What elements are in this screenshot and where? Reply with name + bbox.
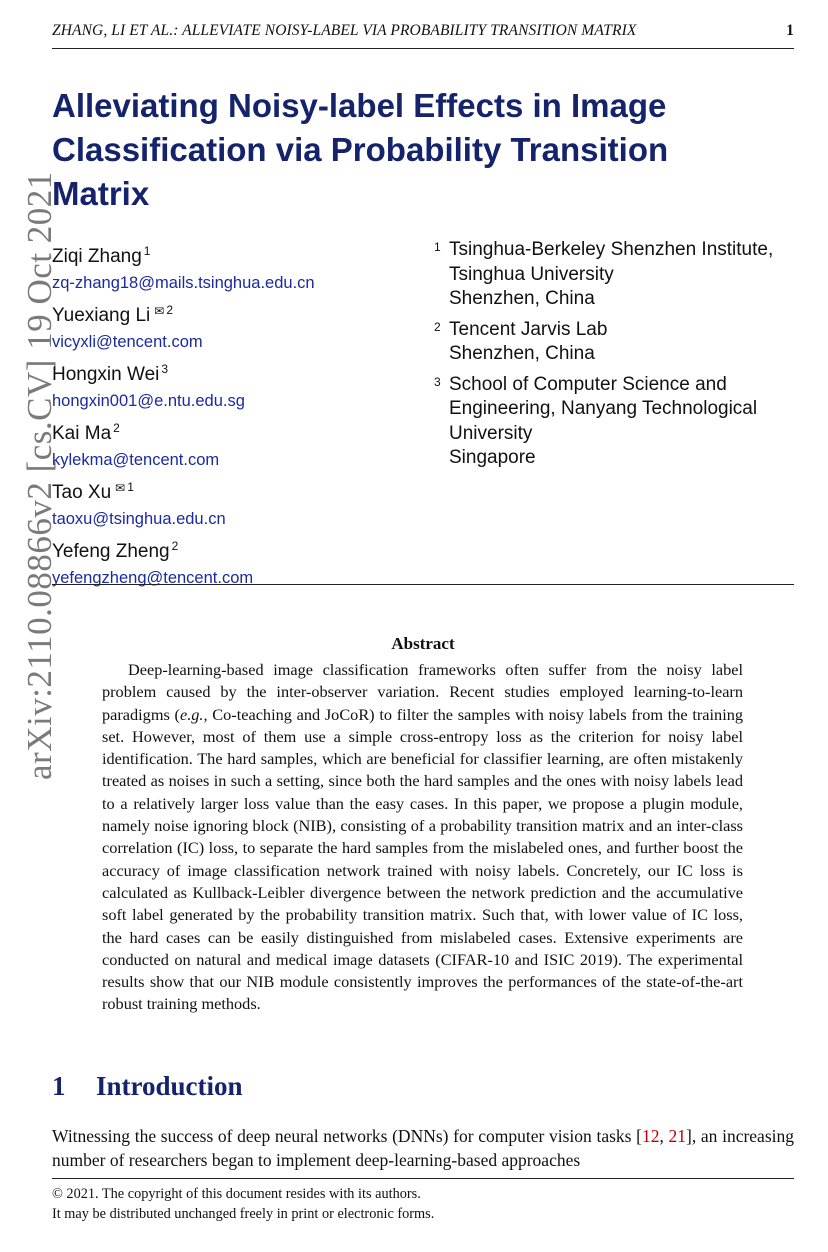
author-name: Yefeng Zheng bbox=[52, 541, 170, 562]
envelope-icon: ✉ bbox=[115, 481, 126, 495]
author bbox=[52, 474, 412, 533]
author bbox=[52, 238, 412, 297]
page-number: 1 bbox=[786, 22, 794, 39]
abstract-text-part: Co-teaching and JoCoR) to filter the samples with noisy labels from the training set. However, most of them use a simple cross-entropy loss as the criterion for noisy label identification. The hard samples, which are beneficial for classifier learning, are often mistakenly treated as noises in such a setting, since both the hard samples and the ones with noisy labels lead to a relatively larger loss value than the easy cases. In this paper, we propose a plugin module, namely noise ignoring block (NIB), consisting of a probability transition matrix and an inter-class correlation (IC) loss, to separate the hard samples from the mislabeled ones, and further boost the accuracy of image classification network trained with noisy labels. Concretely, our IC loss is calculated as Kullback-Leibler divergence between the network prediction and the accumulative soft label generated by the probability transition matrix. Such that, with lower value of IC loss, the hard cases can be easily distinguished from mislabeled cases. Extensive experiments are conducted on natural and medical image datasets (CIFAR-10 and ISIC 2019). The experimental results show that our NIB module consistently improves the performances of the state-of-the-art robust training methods. bbox=[102, 704, 744, 1014]
author bbox=[52, 356, 412, 415]
citation-separator: , bbox=[659, 1126, 669, 1146]
author-email[interactable]: kylekma@tencent.com bbox=[52, 451, 220, 469]
affiliation bbox=[434, 238, 814, 312]
affiliation-line: Tencent Jarvis Lab bbox=[449, 318, 608, 340]
author-email[interactable]: yefengzheng@tencent.com bbox=[52, 569, 254, 587]
author-affil-mark: 2 bbox=[113, 421, 120, 435]
author-affil-mark: 1 bbox=[127, 480, 134, 494]
author-email[interactable]: taoxu@tsinghua.edu.cn bbox=[52, 510, 226, 528]
author-affil-mark: 1 bbox=[143, 244, 151, 258]
citation-link[interactable]: 12 bbox=[641, 1126, 660, 1146]
affiliation-line: Tsinghua University bbox=[449, 263, 614, 285]
title-line: Matrix bbox=[52, 175, 150, 212]
footer-rule bbox=[52, 1178, 794, 1179]
footer-line: © 2021. The copyright of this document resides with its authors. bbox=[52, 1186, 421, 1202]
affiliation-line: Engineering, Nanyang Technological bbox=[449, 398, 758, 419]
intro-text: Witnessing the success of deep neural networks (DNNs) for computer vision tasks [ bbox=[52, 1126, 642, 1146]
author-list bbox=[52, 238, 412, 592]
footer-line: It may be distributed unchanged freely in print or electronic forms. bbox=[52, 1206, 435, 1222]
section-number: 1 bbox=[52, 1071, 66, 1101]
abstract-heading: Abstract bbox=[391, 634, 455, 653]
title-line: Classification via Probability Transition bbox=[52, 131, 669, 168]
affiliation-line: University bbox=[449, 422, 533, 444]
citation-link[interactable]: 21 bbox=[668, 1126, 687, 1146]
affiliation-list bbox=[434, 238, 814, 477]
affiliation-mark: 3 bbox=[434, 374, 441, 389]
author-email[interactable]: vicyxli@tencent.com bbox=[52, 333, 203, 351]
author-name: Tao Xu bbox=[52, 482, 112, 503]
author-name: Kai Ma bbox=[52, 423, 112, 444]
affiliation-line: Shenzhen, China bbox=[449, 343, 595, 364]
author-email[interactable]: zq-zhang18@mails.tsinghua.edu.cn bbox=[52, 274, 315, 292]
header-rule bbox=[52, 48, 794, 49]
affiliation-mark: 1 bbox=[434, 240, 441, 254]
affiliation-line: Shenzhen, China bbox=[449, 288, 595, 309]
affiliation-line: School of Computer Science and bbox=[449, 373, 727, 395]
arxiv-stamp: arXiv:2110.08866v2 [cs.CV] 19 Oct 2021 bbox=[20, 171, 59, 780]
author bbox=[52, 415, 412, 474]
author bbox=[52, 297, 412, 356]
section-heading bbox=[52, 1071, 243, 1102]
title-block-rule bbox=[52, 584, 794, 585]
paper-title bbox=[52, 84, 752, 216]
affiliation-line: Tsinghua-Berkeley Shenzhen Institute, bbox=[449, 239, 774, 260]
author-affil-mark: 2 bbox=[166, 303, 173, 317]
affiliation bbox=[434, 373, 814, 471]
abstract-eg: e.g., bbox=[179, 704, 208, 724]
author-name: Yuexiang Li bbox=[52, 305, 151, 326]
affiliation-mark: 2 bbox=[434, 319, 441, 334]
running-head bbox=[52, 22, 794, 40]
affiliation-line: Singapore bbox=[449, 447, 536, 468]
abstract-text bbox=[102, 659, 743, 1016]
title-line: Alleviating Noisy-label Effects in Image bbox=[52, 87, 667, 124]
intro-paragraph bbox=[52, 1125, 794, 1172]
running-head-text: ZHANG, LI ET AL.: ALLEVIATE NOISY-LABEL VIA PROBABILITY TRANSITION MATRIX bbox=[52, 22, 637, 39]
abstract-text-part: Deep-learning-based image classification frameworks often suffer from the noisy label problem caused by the inter-observer variation. Recent studies employed learning-to-learn paradigms ( bbox=[102, 660, 743, 724]
author-name: Hongxin Wei bbox=[52, 364, 160, 385]
copyright-footer bbox=[52, 1184, 434, 1224]
author-affil-mark: 3 bbox=[161, 362, 169, 376]
author-affil-mark: 2 bbox=[171, 539, 179, 553]
section-title: Introduction bbox=[96, 1071, 243, 1101]
affiliation bbox=[434, 318, 814, 367]
envelope-icon: ✉ bbox=[154, 304, 165, 318]
author-email[interactable]: hongxin001@e.ntu.edu.sg bbox=[52, 392, 245, 410]
intro-text: ], an increasing number of researchers began to implement deep-learning-based approaches bbox=[52, 1126, 794, 1170]
author-name: Ziqi Zhang bbox=[52, 246, 142, 267]
